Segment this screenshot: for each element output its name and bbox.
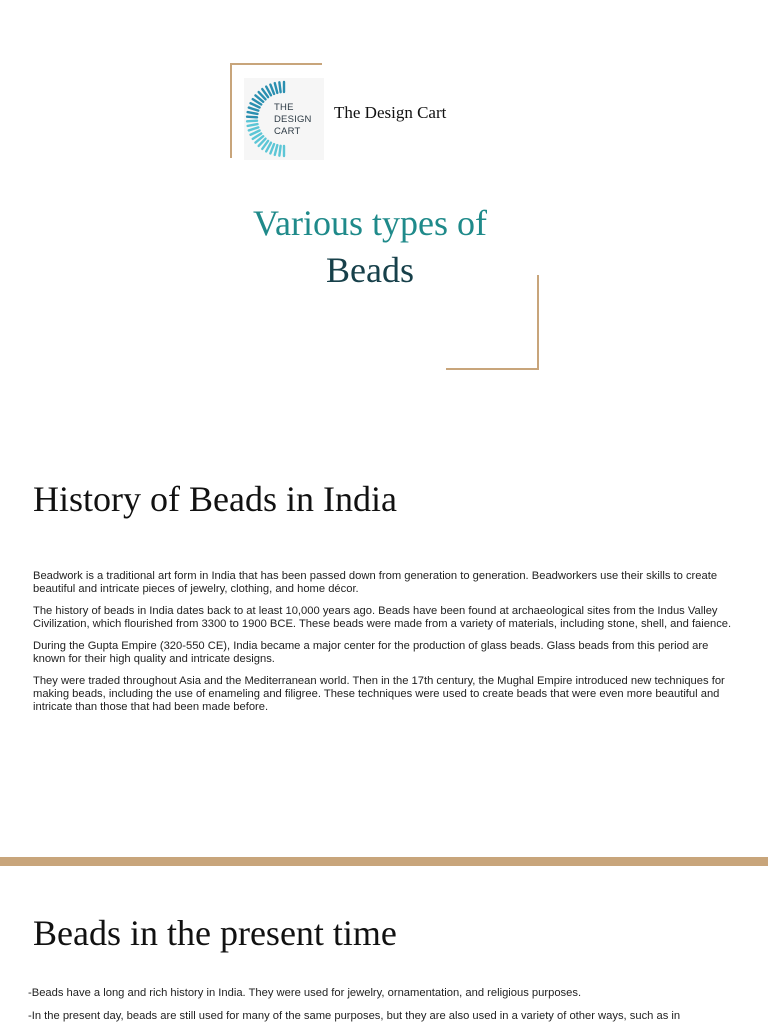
logo-line-3: CART — [274, 126, 301, 137]
logo-ray — [248, 112, 258, 114]
history-paragraph: During the Gupta Empire (320-550 CE), India became a major center for the production of glass beads. Glass beads from this period are known for their high quality and intricate designs. — [33, 639, 709, 666]
logo-ray — [249, 108, 259, 111]
brand-name: The Design Cart — [334, 103, 447, 122]
logo-ray — [275, 83, 277, 93]
logo-ray — [275, 145, 277, 155]
present-paragraph: -Beads have a long and rich history in India. They were used for jewelry, ornamentation, and religious purposes. — [28, 987, 582, 999]
present-time-slide — [0, 866, 768, 1024]
logo-ray — [279, 146, 280, 156]
logo-line-1: THE — [274, 102, 294, 113]
logo-ray — [248, 124, 258, 126]
logo-line-2: DESIGN — [274, 114, 312, 125]
logo-ray — [270, 85, 274, 94]
logo-ray — [249, 127, 259, 130]
title-slide — [0, 0, 768, 432]
logo-ray — [247, 117, 257, 118]
history-heading: History of Beads in India — [33, 479, 397, 519]
present-body — [28, 987, 738, 1024]
logo-wordmark — [274, 102, 312, 138]
history-paragraph: The history of beads in India dates back to at least 10,000 years ago. Beads have been found at archaeological sites from the Indus Valley Civilization, which flourished from 3300 to 1900 BCE. These beads were made from a variety of materials, including stone, shell, and faience. — [33, 604, 732, 631]
history-paragraph: Beadwork is a traditional art form in India that has been passed down from generation to generation. Beadworkers use their skills to create beautiful and intricate pieces of jewelry, clothing, and home décor. — [33, 570, 718, 596]
presentation-title — [200, 200, 540, 294]
logo-ray — [247, 121, 257, 122]
logo-ray — [279, 82, 280, 92]
history-paragraph: They were traded throughout Asia and the Mediterranean world. Then in the 17th century, the Mughal Empire introduced new techniques for making beads, including the use of enameling and filigree. These techniques were used to create beads that were even more beautiful and intricate than those that had been made before. — [33, 674, 725, 714]
slide-divider — [0, 857, 768, 866]
title-line-2: Beads — [326, 250, 414, 290]
present-heading: Beads in the present time — [33, 913, 397, 953]
history-slide — [0, 432, 768, 857]
present-paragraph: -In the present day, beads are still used for many of the same purposes, but they are also used in a variety of other ways, such as in — [28, 1009, 681, 1022]
brand-logo — [244, 78, 324, 160]
history-body — [33, 570, 733, 723]
title-line-1: Various types of — [253, 203, 487, 243]
logo-ray — [270, 144, 274, 153]
